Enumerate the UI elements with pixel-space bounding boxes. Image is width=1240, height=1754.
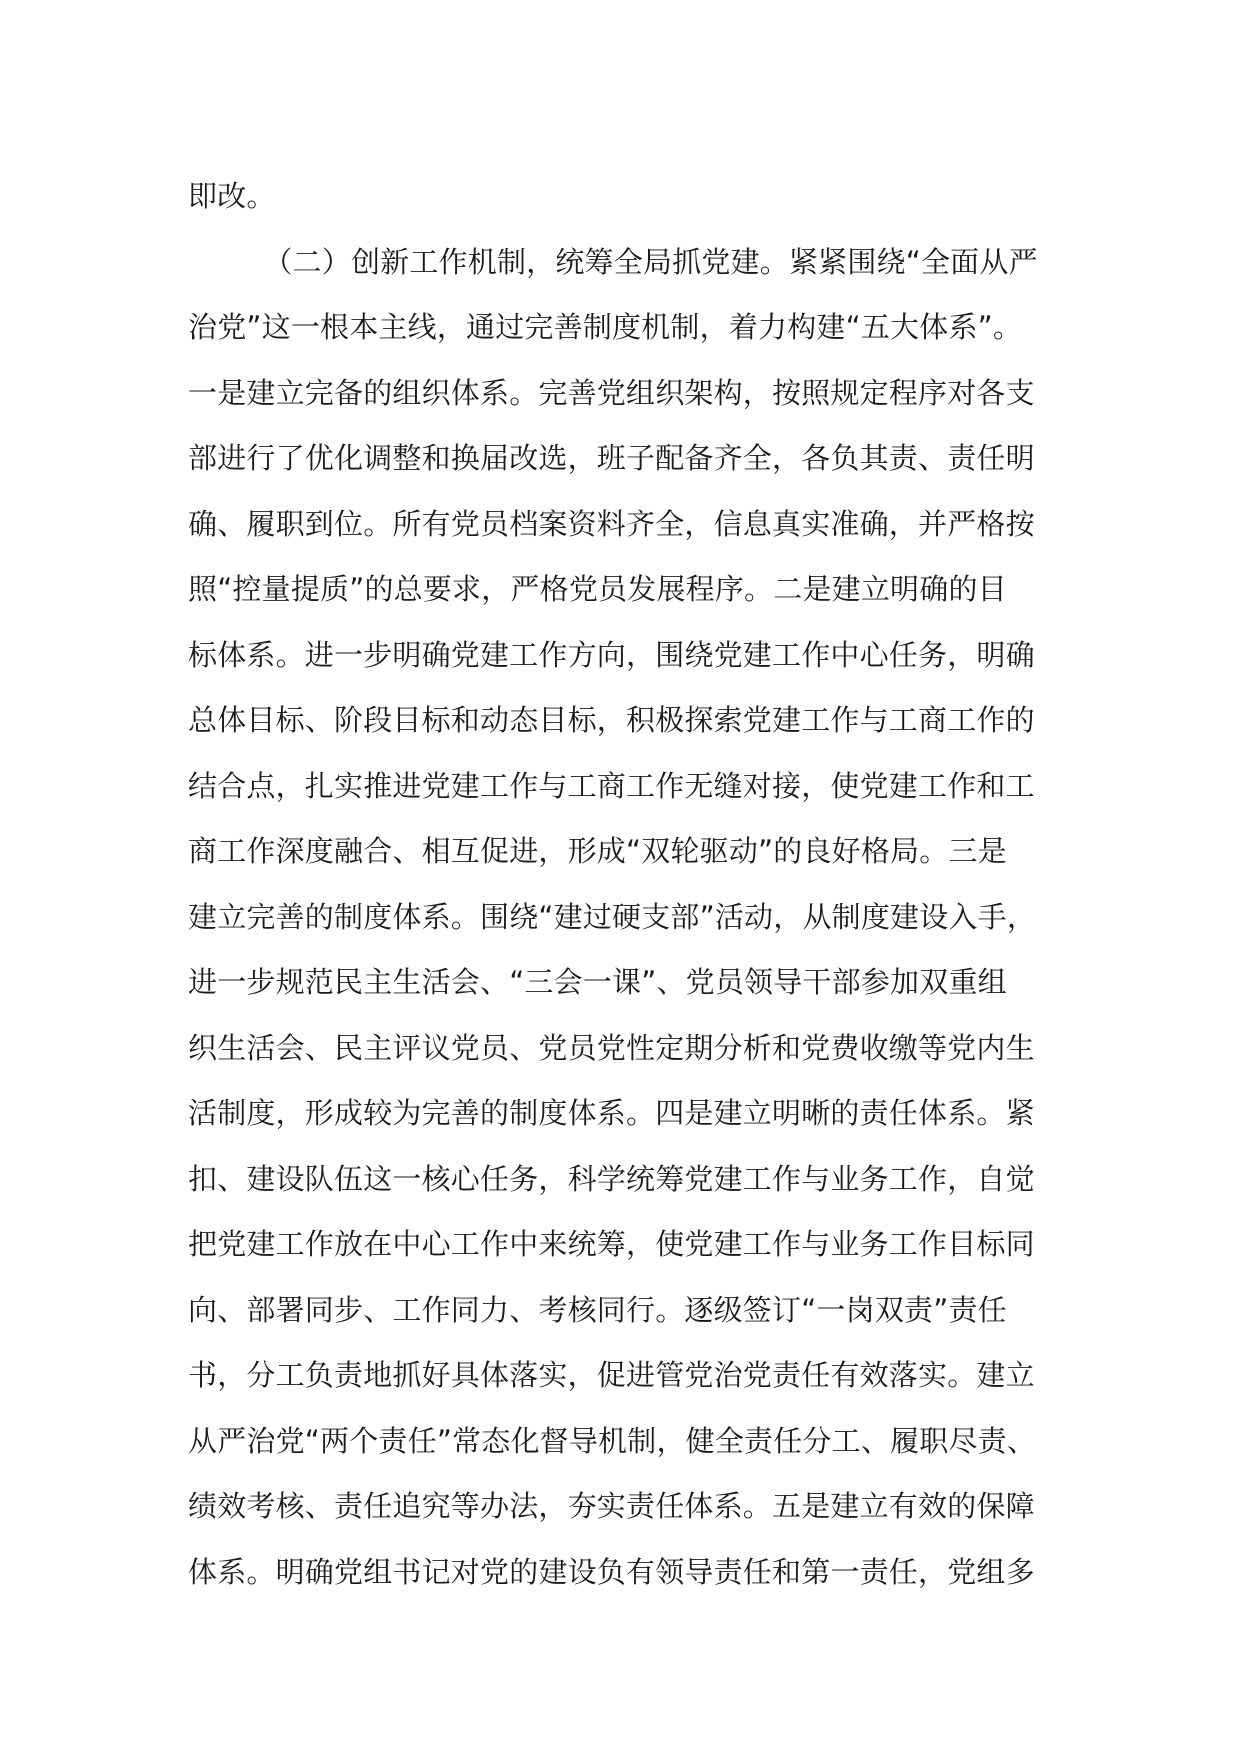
text-line: 进一步规范民主生活会、“三会一课”、党员领导干部参加双重组 xyxy=(188,965,1007,999)
text-line: 扣、建设队伍这一核心任务，科学统筹党建工作与业务工作，自觉 xyxy=(188,1161,1035,1196)
text-line: 结合点，扎实推进党建工作与工商工作无缝对接，使党建工作和工 xyxy=(188,768,1035,803)
text-line: 总体目标、阶段目标和动态目标，积极探索党建工作与工商工作的 xyxy=(188,703,1035,737)
text-line: 建立完善的制度体系。围绕“建过硬支部”活动，从制度建设入手， xyxy=(188,899,1037,934)
text-line: 把党建工作放在中心工作中来统筹，使党建工作与业务工作目标同 xyxy=(188,1227,1035,1261)
body-text xyxy=(188,164,1068,1605)
text-line: 治党”这一根本主线，通过完善制度机制，着力构建“五大体系”。 xyxy=(188,310,1023,344)
text-line: 书，分工负责地抓好具体落实，促进管党治党责任有效落实。建立 xyxy=(188,1358,1035,1392)
text-line: 即改。 xyxy=(188,179,276,213)
text-line: （二）创新工作机制，统筹全局抓党建。紧紧围绕“全面从严 xyxy=(188,244,1038,279)
text-line: 活制度，形成较为完善的制度体系。四是建立明晰的责任体系。紧 xyxy=(188,1096,1035,1130)
text-line: 向、部署同步、工作同力、考核同行。逐级签订“一岗双责”责任 xyxy=(188,1292,1007,1327)
text-line: 体系。明确党组书记对党的建设负有领导责任和第一责任，党组多 xyxy=(188,1554,1035,1589)
text-line: 部进行了优化调整和换届改选，班子配备齐全，各负其责、责任明 xyxy=(188,441,1035,475)
text-line: 确、履职到位。所有党员档案资料齐全，信息真实准确，并严格按 xyxy=(188,506,1035,541)
text-line: 照“控量提质”的总要求，严格党员发展程序。二是建立明确的目 xyxy=(188,572,1007,606)
text-line: 标体系。进一步明确党建工作方向，围绕党建工作中心任务，明确 xyxy=(188,637,1035,672)
text-line: 一是建立完备的组织体系。完善党组织架构，按照规定程序对各支 xyxy=(188,375,1035,410)
text-line: 商工作深度融合、相互促进，形成“双轮驱动”的良好格局。三是 xyxy=(188,834,1007,868)
text-line: 织生活会、民主评议党员、党员党性定期分析和党费收缴等党内生 xyxy=(188,1030,1035,1065)
text-line: 从严治党“两个责任”常态化督导机制，健全责任分工、履职尽责、 xyxy=(188,1423,1037,1458)
text-line: 绩效考核、责任追究等办法，夯实责任体系。五是建立有效的保障 xyxy=(188,1489,1035,1523)
